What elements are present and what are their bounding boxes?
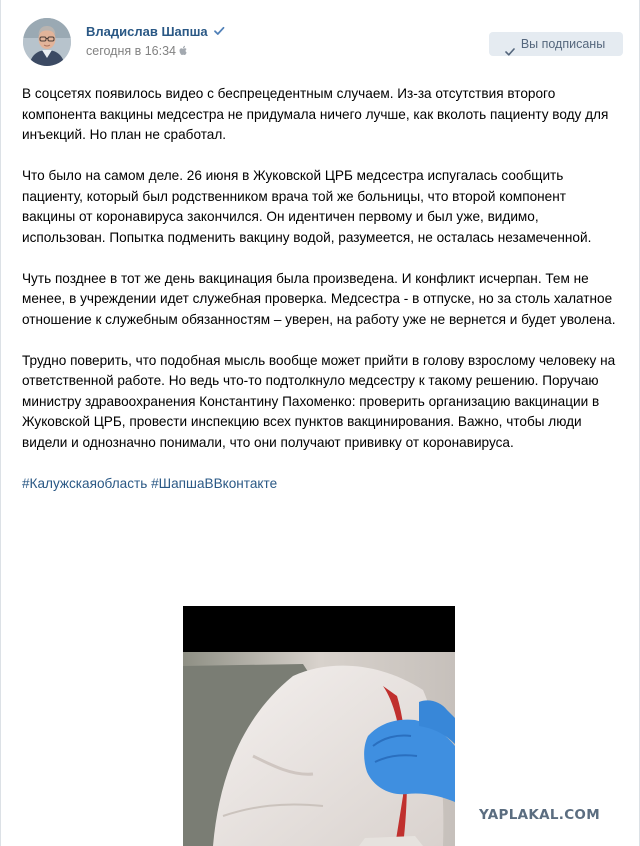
avatar-photo	[23, 18, 71, 66]
post-paragraph: Что было на самом деле. 26 июня в Жуковской ЦРБ медсестра испугалась сообщить пациенту, который был родственником врача той же больницы, что второй компонент вакцины от коронавируса закончился. Он идентичен первому и был уже, видимо, использован. Попытка подменить вакцину водой, разумеется, не осталась незамеченной.	[22, 168, 592, 245]
post-paragraph: Трудно поверить, что подобная мысль вообще может прийти в голову взрослому человеку на ответственной работе. Но ведь что-то подтолкнуло медсестру к такому решению. Поручаю министру здравоохранения Константину Пахоменко: проверить организацию вакцинации в Жуковской ЦРБ, провести инспекцию всех пунктов вакцинирования. Важно, чтобы люди видели и однозначно понимали, что они получают прививку от коронавируса.	[22, 352, 616, 450]
hashtag-link[interactable]: #ШапшаВВконтакте	[151, 475, 278, 491]
checkmark-icon	[505, 40, 515, 64]
video-preview[interactable]	[183, 606, 455, 846]
post-time-row	[86, 44, 188, 59]
author-name-row	[86, 24, 225, 40]
subscribed-button[interactable]	[489, 32, 623, 56]
video-frame	[183, 606, 455, 846]
apple-icon	[179, 45, 188, 59]
post-timestamp[interactable]: сегодня в 16:34	[86, 44, 176, 58]
avatar[interactable]	[23, 18, 71, 66]
author-name[interactable]: Владислав Шапша	[86, 24, 208, 39]
post-paragraph: В соцсетях появилось видео с беспрецедентным случаем. Из-за отсутствия второго компонента вакцины медсестра не придумала ничего лучше, как вколоть пациенту воду для инъекций. Но план не сработал.	[22, 86, 609, 142]
post-header	[23, 18, 617, 68]
post-text	[22, 84, 622, 515]
hashtag-link[interactable]: #Калужскаяобласть	[22, 475, 148, 491]
verified-check-icon	[213, 25, 225, 40]
post-paragraph: Чуть позднее в тот же день вакцинация была произведена. И конфликт исчерпан. Тем не менее, в учреждении идет служебная проверка. Медсестра - в отпуске, но за столь халатное отношение к служебным обязанностям – уверен, на работу уже не вернется и будет уволена.	[22, 270, 616, 327]
watermark: YAPLAKAL.COM	[479, 807, 600, 823]
hashtags	[22, 474, 622, 495]
subscribed-button-label: Вы подписаны	[520, 37, 606, 51]
